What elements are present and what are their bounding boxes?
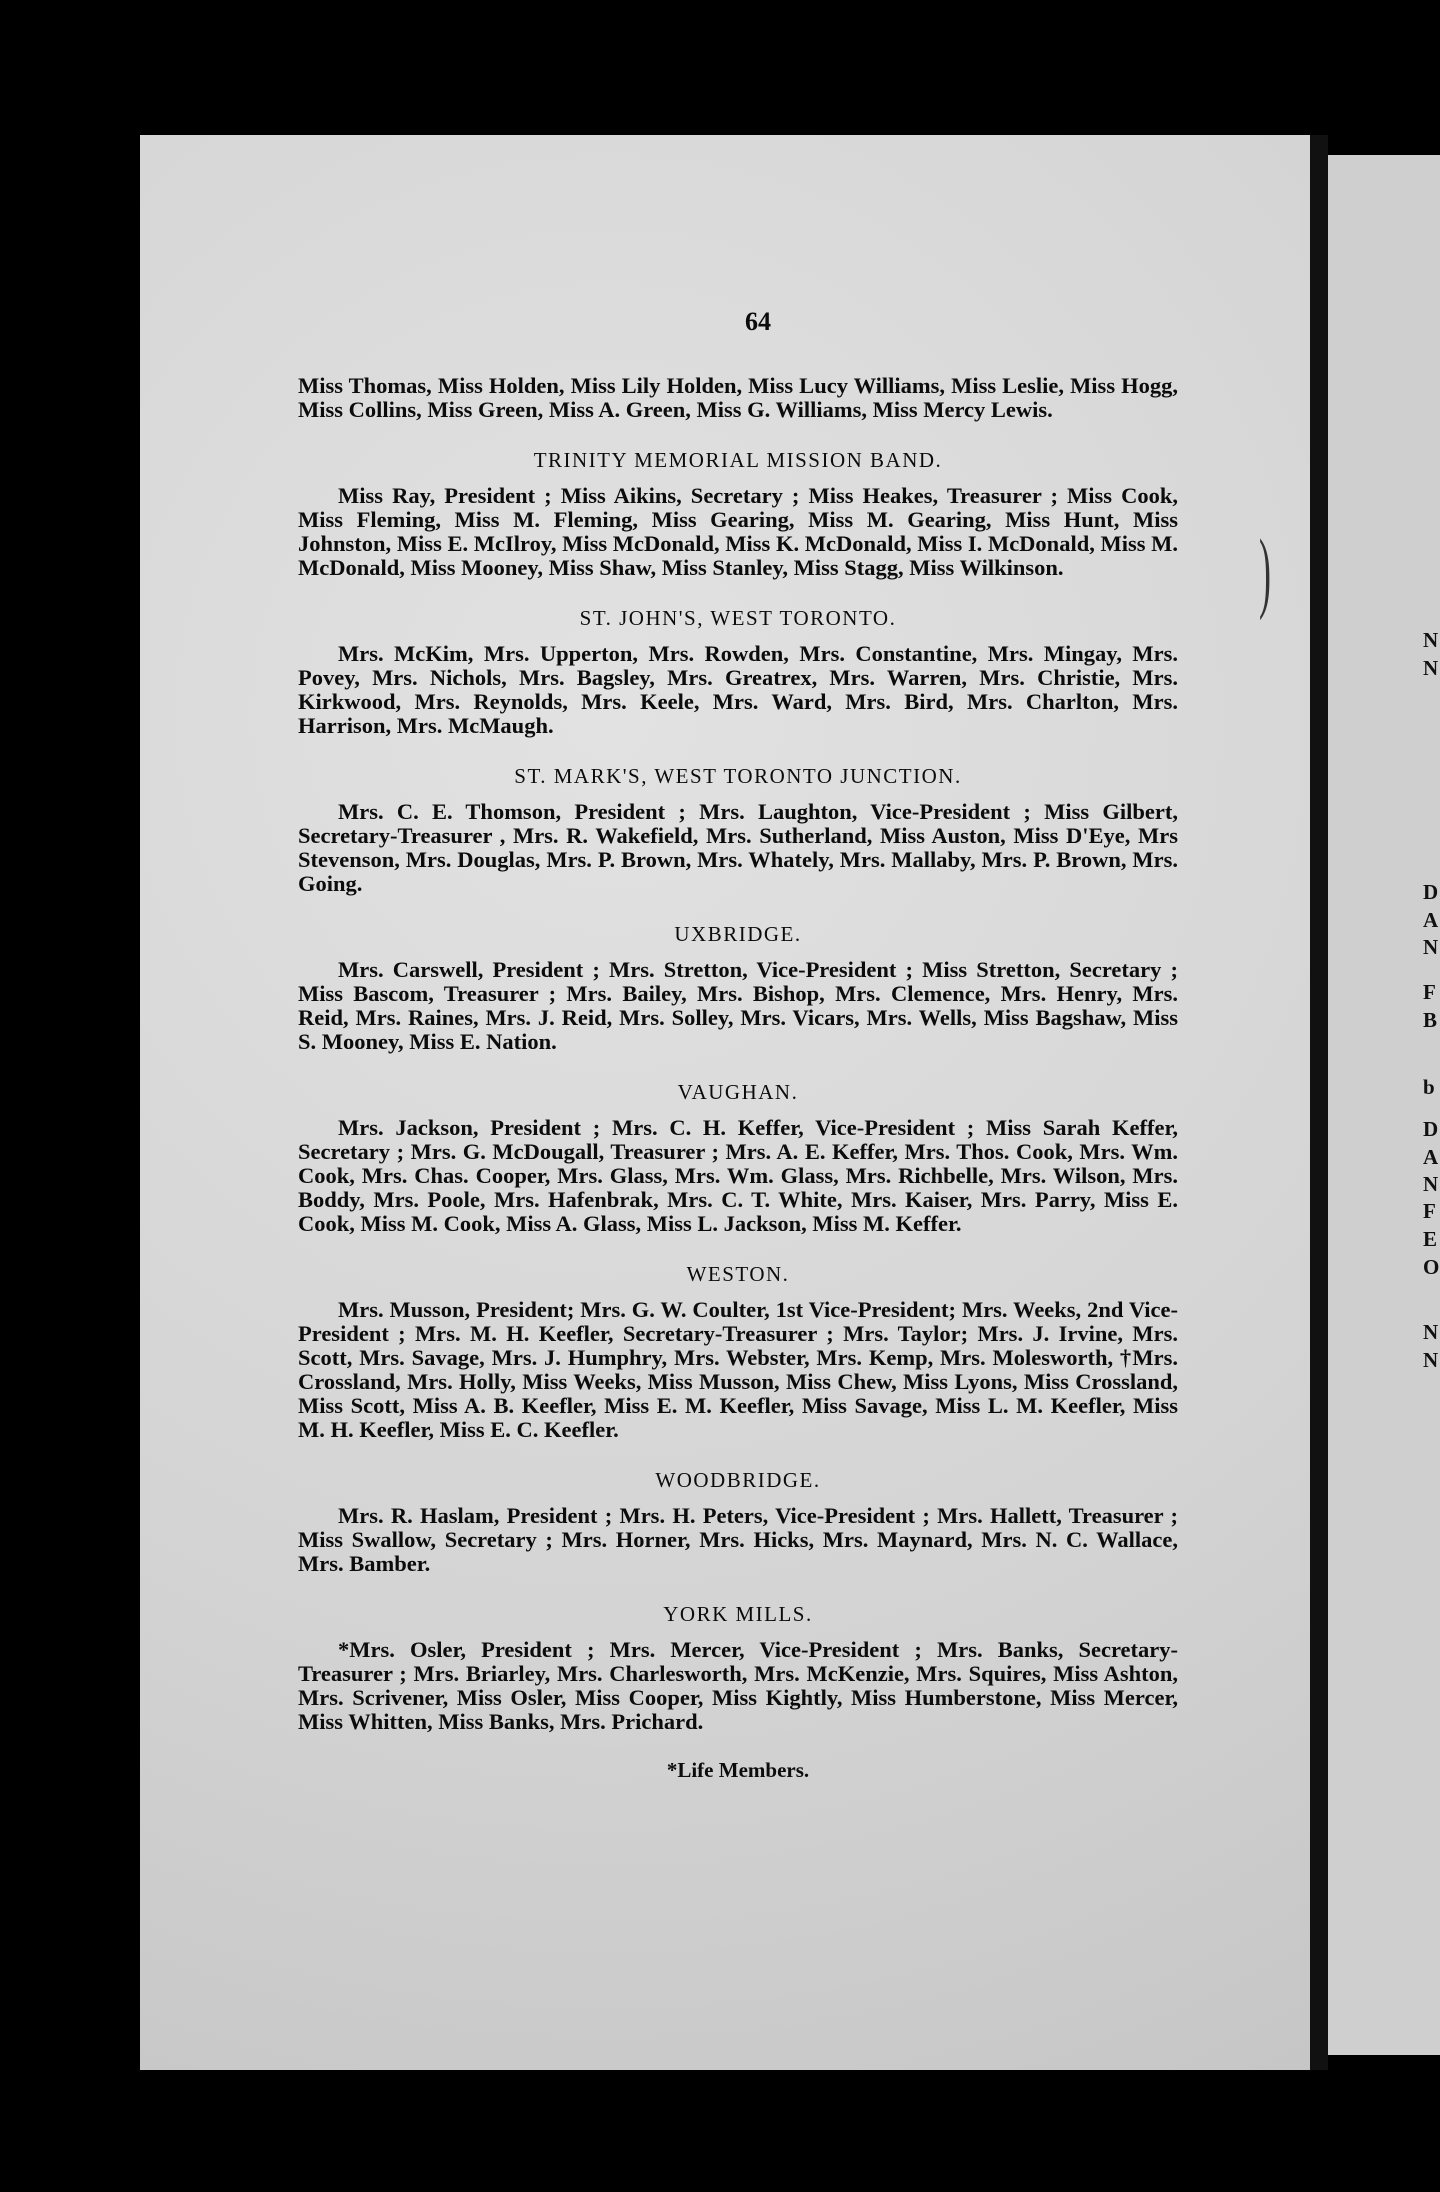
section-uxbridge	[298, 922, 1178, 1054]
facing-page-letter: B	[1423, 1008, 1438, 1032]
section-heading: WOODBRIDGE.	[655, 1468, 821, 1492]
facing-page-letter: O	[1423, 1255, 1440, 1279]
section-york-mills	[298, 1602, 1178, 1734]
facing-page-letter: F	[1423, 980, 1436, 1004]
section-heading: WESTON.	[686, 1262, 790, 1286]
facing-page-letter: A	[1423, 908, 1439, 932]
section-text: Mrs. Musson, President; Mrs. G. W. Coulter, 1st Vice-President; Mrs. Weeks, 2nd Vice-President ; Mrs. M. H. Keefler, Secretary-Treasurer ; Mrs. Taylor; Mrs. J. Irvine, Mrs. Scott, Mrs. Savage, Mrs. J. Humphry, Mrs. Webster, Mrs. Kemp, Mrs. Molesworth, †Mrs. Crossland, Mrs. Holly, Miss Weeks, Miss Musson, Miss Chew, Miss Lyons, Miss Crossland, Miss Scott, Miss A. B. Keefler, Miss E. M. Keefler, Miss Savage, Miss L. M. Keefler, Miss M. H. Keefler, Miss E. C. Keefler.	[298, 1297, 1178, 1442]
section-heading: VAUGHAN.	[677, 1080, 799, 1104]
facing-page-edge	[1328, 155, 1440, 2055]
facing-page-letter: N	[1423, 656, 1439, 680]
section-heading: UXBRIDGE.	[674, 922, 802, 946]
facing-page-letter: D	[1423, 1117, 1439, 1141]
facing-page-letter: N	[1423, 1320, 1439, 1344]
page-content	[298, 307, 1178, 1782]
margin-bracket-mark: )	[1258, 522, 1271, 621]
section-text: Miss Ray, President ; Miss Aikins, Secretary ; Miss Heakes, Treasurer ; Miss Cook, Miss Fleming, Miss M. Fleming, Miss Gearing, Miss M. Gearing, Miss Hunt, Miss Johnston, Miss E. McIlroy, Miss McDonald, Miss K. McDonald, Miss I. McDonald, Miss M. McDonald, Miss Mooney, Miss Shaw, Miss Stanley, Miss Stagg, Miss Wilkinson.	[298, 483, 1178, 580]
section-text: Mrs. Carswell, President ; Mrs. Stretton, Vice-President ; Miss Stretton, Secretary ; Miss Bascom, Treasurer ; Mrs. Bailey, Mrs. Bishop, Mrs. Clemence, Mrs. Henry, Mrs. Reid, Mrs. Raines, Mrs. J. Reid, Mrs. Solley, Mrs. Vicars, Mrs. Wells, Miss Bagshaw, Miss S. Mooney, Miss E. Nation.	[298, 957, 1178, 1054]
page-number: 64	[745, 307, 771, 336]
section-woodbridge	[298, 1468, 1178, 1576]
facing-page-letter: b	[1423, 1075, 1435, 1099]
section-st-marks	[298, 764, 1178, 896]
section-st-johns	[298, 606, 1178, 738]
facing-page-letter: N	[1423, 628, 1439, 652]
facing-page-letter: N	[1423, 1172, 1439, 1196]
section-weston	[298, 1262, 1178, 1442]
facing-page-letter: N	[1423, 935, 1439, 959]
section-text: Mrs. McKim, Mrs. Upperton, Mrs. Rowden, Mrs. Constantine, Mrs. Mingay, Mrs. Povey, Mrs. Nichols, Mrs. Bagsley, Mrs. Greatrex, Mrs. Warren, Mrs. Christie, Mrs. Kirkwood, Mrs. Reynolds, Mrs. Keele, Mrs. Ward, Mrs. Bird, Mrs. Charlton, Mrs. Harrison, Mrs. McMaugh.	[298, 641, 1178, 738]
facing-page-letter: N	[1423, 1348, 1439, 1372]
section-vaughan	[298, 1080, 1178, 1236]
book-spine	[1310, 135, 1328, 2070]
section-heading: ST. MARK'S, WEST TORONTO JUNCTION.	[514, 764, 962, 788]
facing-page-letter: F	[1423, 1199, 1436, 1223]
facing-page-letter: E	[1423, 1227, 1438, 1251]
section-text: Mrs. C. E. Thomson, President ; Mrs. Laughton, Vice-President ; Miss Gilbert, Secretary-Treasurer , Mrs. R. Wakefield, Mrs. Sutherland, Miss Auston, Miss D'Eye, Mrs Stevenson, Mrs. Douglas, Mrs. P. Brown, Mrs. Whately, Mrs. Mallaby, Mrs. P. Brown, Mrs. Going.	[298, 799, 1178, 896]
footnote: *Life Members.	[666, 1758, 810, 1782]
section-text: Mrs. R. Haslam, President ; Mrs. H. Peters, Vice-President ; Mrs. Hallett, Treasurer ; Miss Swallow, Secretary ; Mrs. Horner, Mrs. Hicks, Mrs. Maynard, Mrs. N. C. Wallace, Mrs. Bamber.	[298, 1503, 1178, 1576]
section-text: Mrs. Jackson, President ; Mrs. C. H. Keffer, Vice-President ; Miss Sarah Keffer, Secretary ; Mrs. G. McDougall, Treasurer ; Mrs. A. E. Keffer, Mrs. Thos. Cook, Mrs. Wm. Cook, Mrs. Chas. Cooper, Mrs. Glass, Mrs. Wm. Glass, Mrs. Richbelle, Mrs. Wilson, Mrs. Boddy, Mrs. Poole, Mrs. Hafenbrak, Mrs. C. T. White, Mrs. Kaiser, Mrs. Parry, Miss E. Cook, Miss M. Cook, Miss A. Glass, Miss L. Jackson, Miss M. Keffer.	[298, 1115, 1178, 1236]
section-heading: TRINITY MEMORIAL MISSION BAND.	[533, 448, 943, 472]
section-trinity	[298, 448, 1178, 580]
section-heading: ST. JOHN'S, WEST TORONTO.	[579, 606, 897, 630]
intro-paragraph: Miss Thomas, Miss Holden, Miss Lily Holden, Miss Lucy Williams, Miss Leslie, Miss Hogg, Miss Collins, Miss Green, Miss A. Green, Miss G. Williams, Miss Mercy Lewis.	[298, 373, 1178, 422]
facing-page-letter: A	[1423, 1145, 1439, 1169]
section-heading: YORK MILLS.	[663, 1602, 813, 1626]
facing-page-letter: D	[1423, 880, 1439, 904]
section-text: *Mrs. Osler, President ; Mrs. Mercer, Vice-President ; Mrs. Banks, Secretary-Treasurer ; Mrs. Briarley, Mrs. Charlesworth, Mrs. McKenzie, Mrs. Squires, Miss Ashton, Mrs. Scrivener, Miss Osler, Miss Cooper, Miss Kightly, Miss Humberstone, Miss Mercer, Miss Whitten, Miss Banks, Mrs. Prichard.	[298, 1637, 1178, 1734]
